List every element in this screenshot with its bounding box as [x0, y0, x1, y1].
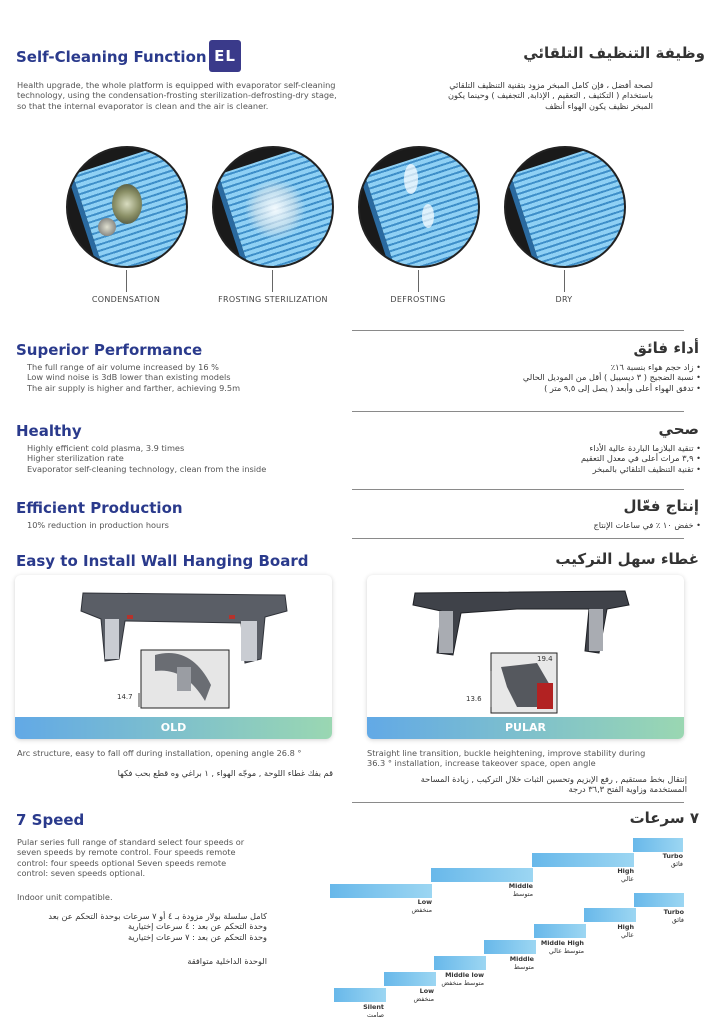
pular-desc: [367, 748, 687, 769]
label-ar: متوسط: [512, 889, 533, 898]
list-item: The air supply is higher and farther, achieving 9.5m: [27, 382, 241, 393]
label-ar: منخفض: [413, 994, 434, 1003]
text-line: so that the internal evaporator is clean and the air is cleaner.: [17, 100, 269, 111]
four-speed-label-turbo: [633, 853, 683, 868]
old-desc: [17, 748, 337, 758]
stage-label-defrosting: DEFROSTING: [390, 295, 446, 304]
label-en: High: [617, 923, 634, 931]
text-line: المستخدمة وزاوية الفتح ٣٦,٣ درجة: [568, 784, 687, 795]
old-label-bar: OLD: [15, 717, 332, 739]
text-line: technology, using the condensation-frosting sterilization-defrosting-dry stage,: [17, 90, 337, 101]
speed-title: 7 Speed: [16, 811, 85, 829]
seven-speed-label-silent: [334, 1004, 384, 1019]
seven-speed-label-low: [384, 988, 434, 1003]
install-title: Easy to Install Wall Hanging Board: [16, 552, 309, 570]
text-line: Straight line transition, buckle heightening, improve stability during: [367, 748, 646, 758]
text-line: Arc structure, easy to fall off during installation, opening angle 26.8 °: [17, 748, 302, 758]
list-item: Low wind noise is 3dB lower than existing models: [27, 372, 231, 383]
pular-desc-ar: [367, 774, 687, 795]
text-line: لصحة أفضل ، فإن كامل المبخر مزود بتقنية التنظيف التلقائي: [449, 80, 653, 90]
list-item: Higher sterilization rate: [27, 453, 124, 464]
label-ar: عالي: [620, 930, 634, 939]
four-speed-label-high: [584, 868, 634, 883]
speed-body: [17, 837, 277, 879]
list-item: • ٣,٩ مرات أعلى في معدل التعقيم: [401, 453, 701, 463]
stage-label-dry: DRY: [555, 295, 573, 304]
text-line: Pular series full range of standard select four speeds or: [17, 837, 245, 847]
label-en: Middle High: [540, 939, 584, 947]
stage-label-condensation: CONDENSATION: [91, 295, 161, 304]
seven-speed-label-middle-high: [526, 940, 584, 955]
text-line: قم بفك غطاء اللوحة , موجّه الهواء , ١ براغي وه قطع بحب فكها: [117, 768, 333, 778]
seven-speed-step-middle-low: [434, 956, 486, 970]
efficient-title: Efficient Production: [16, 499, 183, 517]
install-title-ar: غطاء سهل التركيب: [555, 550, 699, 568]
text-line: Health upgrade, the whole platform is equipped with evaporator self-cleaning: [17, 80, 336, 90]
dry-image: [504, 146, 626, 268]
seven-speed-label-middle-low: [428, 972, 484, 987]
efficient-list-ar: [401, 520, 701, 530]
label-ar: متوسط عالي: [548, 946, 584, 955]
pular-dimension-side: 13.6: [466, 695, 482, 703]
performance-list: [27, 362, 327, 393]
label-en: Middle low: [445, 971, 484, 979]
condensation-image: [66, 146, 188, 268]
list-item: Evaporator self-cleaning technology, clean from the inside: [27, 463, 267, 474]
text-line: 36.3 ° installation, increase takeover space, open angle: [367, 758, 596, 769]
old-board-panel: [15, 575, 332, 739]
label-ar: فائق: [670, 859, 683, 868]
seven-speed-label-middle: [484, 956, 534, 971]
label-en: Turbo: [662, 852, 683, 860]
speed-body-ar: [17, 911, 267, 942]
divider: [352, 538, 684, 539]
label-ar: عالي: [620, 874, 634, 883]
label-en: Low: [417, 898, 432, 906]
text-line: وحدة التحكم عن بعد : ٤ سرعات إختيارية: [128, 921, 267, 932]
old-desc-ar: [17, 768, 333, 778]
label-en: Low: [419, 987, 434, 995]
divider: [352, 802, 684, 803]
el-badge-icon: EL: [209, 40, 241, 72]
frosting-sterilization-image: [212, 146, 334, 268]
divider: [352, 489, 684, 490]
healthy-list: [27, 443, 347, 474]
seven-speed-step-silent: [334, 988, 386, 1002]
seven-speed-steps: [330, 889, 686, 1021]
list-item: • تدفق الهواء أعلى وأبعد ( يصل إلى ٩,٥ متر ): [401, 383, 701, 393]
label-ar: منخفض: [411, 905, 432, 914]
efficient-list: [27, 520, 327, 530]
pular-dimension-top: 19.4: [537, 655, 553, 663]
label-ar: متوسط منخفض: [441, 978, 484, 987]
label-ar: فائق: [671, 915, 684, 924]
defrosting-image: [358, 146, 480, 268]
pular-board-panel: [367, 575, 684, 739]
list-item: • زاد حجم هواء بنسبة ١٦٪: [401, 362, 701, 372]
healthy-title-ar: صحي: [658, 420, 699, 438]
old-dimension-label: 14.7: [117, 693, 133, 701]
old-board-illustration: [15, 575, 332, 715]
seven-speed-step-high: [584, 908, 636, 922]
pular-board-illustration: [367, 575, 684, 715]
text-line: control: seven speeds optional.: [17, 868, 146, 879]
list-item: • تقنية التنظيف التلقائي بالمبخر: [401, 464, 701, 474]
list-item: 10% reduction in production hours: [27, 520, 169, 530]
healthy-list-ar: [401, 443, 701, 474]
text-line: control: four speeds optional Seven speeds remote: [17, 857, 227, 868]
healthy-title: Healthy: [16, 422, 82, 440]
divider: [352, 411, 684, 412]
label-en: Middle: [509, 955, 534, 963]
performance-title-ar: أداء فائق: [633, 339, 699, 357]
stage-label-frosting-sterilization: FROSTING STERILIZATION: [218, 295, 328, 304]
text-line: seven speeds by remote control. Four speeds remote: [17, 847, 236, 858]
label-en: High: [617, 867, 634, 875]
text-line: المبخر نظيف يكون الهواء أنظف: [545, 100, 653, 111]
text-line: إنتقال بخط مستقيم , رفع الإبزيم وتحسين الثبات خلال التركيب , زيادة المساحة: [420, 774, 687, 784]
efficient-title-ar: إنتاج فعّال: [623, 497, 699, 515]
four-speed-step-middle: [431, 868, 533, 882]
performance-list-ar: [401, 362, 701, 393]
label-en: Silent: [363, 1003, 384, 1011]
four-speed-step-high: [532, 853, 634, 867]
speed-title-ar: ٧ سرعات: [629, 809, 699, 827]
self-cleaning-body-ar: [393, 80, 653, 111]
list-item: • نسبة الضجيج ( ٣ ديسيبل ) أقل من الموديل الحالي: [401, 372, 701, 382]
list-item: Highly efficient cold plasma, 3.9 times: [27, 443, 185, 453]
label-ar: صامت: [366, 1010, 384, 1019]
list-item: • خفض ١٠ ٪ في ساعات الإنتاج: [401, 520, 701, 530]
text-line: وحدة التحكم عن بعد : ٧ سرعات إختيارية: [128, 931, 267, 942]
self-cleaning-title-ar: وظيفة التنظيف التلقائي: [523, 44, 705, 62]
pular-label-bar: PULAR: [367, 717, 684, 739]
label-en: Middle: [508, 882, 533, 890]
divider: [352, 330, 684, 331]
label-en: Turbo: [663, 908, 684, 916]
speed-indoor-ar: الوحدة الداخلية متوافقة: [187, 956, 267, 966]
list-item: The full range of air volume increased by 16 %: [27, 362, 219, 372]
list-item: • تنقية البلازما الباردة عالية الأداء: [401, 443, 701, 453]
text-line: باستخدام ( التكثيف , التعقيم , الإذابة, التجفيف ) وحينما يكون: [447, 90, 653, 101]
seven-speed-step-turbo: [634, 893, 684, 907]
four-speed-step-turbo: [633, 838, 683, 852]
performance-title: Superior Performance: [16, 341, 203, 359]
seven-speed-step-middle-high: [534, 924, 586, 938]
speed-indoor: Indoor unit compatible.: [17, 892, 113, 902]
label-ar: متوسط: [513, 962, 534, 971]
text-line: كامل سلسلة بولار مزودة بـ ٤ أو ٧ سرعات بوحدة التحكم عن بعد: [48, 911, 267, 921]
self-cleaning-title: Self-Cleaning Function: [16, 48, 207, 66]
self-cleaning-body: [17, 80, 377, 111]
seven-speed-label-turbo: [634, 909, 684, 924]
seven-speed-label-high: [584, 924, 634, 939]
